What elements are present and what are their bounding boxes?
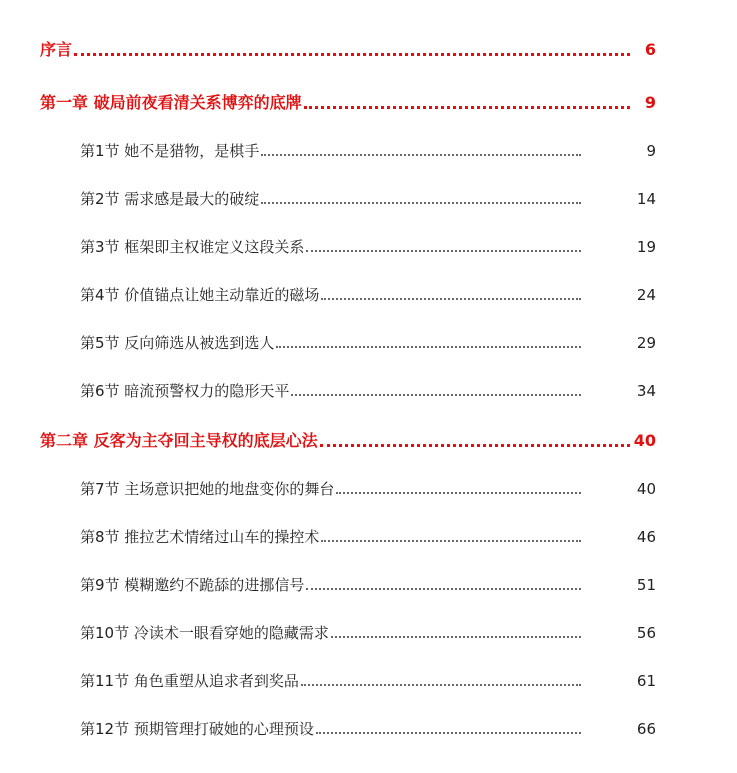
dot-leader (336, 492, 581, 494)
toc-section[interactable] (80, 617, 656, 643)
toc-section-title: 第1节 她不是猎物，是棋手 (80, 142, 260, 160)
toc-chapter-title: 第一章 破局前夜看清关系博弈的底牌 (40, 93, 302, 112)
toc-section-page: 9 (646, 142, 656, 160)
dot-leader (304, 106, 630, 109)
toc-chapter-title: 第二章 反客为主夺回主导权的底层心法 (40, 431, 318, 450)
toc-chapter-page: 40 (633, 431, 656, 450)
toc-section-page: 51 (636, 576, 656, 594)
toc-section-title: 第8节 推拉艺术情绪过山车的操控术 (80, 528, 320, 546)
toc-preface-page: 6 (644, 40, 656, 59)
dot-leader (301, 684, 581, 686)
toc-section-title: 第2节 需求感是最大的破绽 (80, 190, 260, 208)
toc-section-title: 第5节 反向筛选从被选到选人 (80, 334, 275, 352)
toc-preface[interactable] (40, 34, 656, 60)
toc-section-title: 第4节 价值锚点让她主动靠近的磁场 (80, 286, 320, 304)
dot-leader (306, 250, 581, 252)
toc-section[interactable] (80, 375, 656, 401)
toc-section-title: 第11节 角色重塑从追求者到奖品 (80, 672, 299, 690)
toc-section-page: 19 (636, 238, 656, 256)
toc-preface-title: 序言 (40, 40, 73, 59)
toc-section[interactable] (80, 521, 656, 547)
toc-section-title: 第12节 预期管理打破她的心理预设 (80, 720, 314, 738)
dot-leader (74, 53, 630, 56)
dot-leader (320, 444, 630, 447)
toc-section[interactable] (80, 327, 656, 353)
dot-leader (321, 540, 581, 542)
toc-section-page: 40 (636, 480, 656, 498)
dot-leader (291, 394, 581, 396)
toc-chapter-1[interactable] (40, 87, 656, 113)
toc-section-title: 第6节 暗流预警权力的隐形天平 (80, 382, 290, 400)
toc-section-page: 34 (636, 382, 656, 400)
toc-section[interactable] (80, 231, 656, 257)
dot-leader (261, 154, 581, 156)
toc-section-page: 61 (636, 672, 656, 690)
toc-chapter-page: 9 (644, 93, 656, 112)
dot-leader (306, 588, 581, 590)
toc-section-title: 第10节 冷读术一眼看穿她的隐藏需求 (80, 624, 329, 642)
toc-section-title: 第7节 主场意识把她的地盘变你的舞台 (80, 480, 335, 498)
toc-section-page: 46 (636, 528, 656, 546)
toc-section-title: 第9节 模糊邀约不跪舔的进挪信号 (80, 576, 305, 594)
toc-section[interactable] (80, 183, 656, 209)
toc-section-page: 56 (636, 624, 656, 642)
toc-section-page: 14 (636, 190, 656, 208)
toc-section[interactable] (80, 473, 656, 499)
dot-leader (321, 298, 581, 300)
toc-section-page: 66 (636, 720, 656, 738)
dot-leader (276, 346, 581, 348)
toc-chapter-2[interactable] (40, 425, 656, 451)
dot-leader (316, 732, 581, 734)
toc-section[interactable] (80, 665, 656, 691)
toc-section-page: 29 (636, 334, 656, 352)
toc-section-page: 24 (636, 286, 656, 304)
toc-section[interactable] (80, 569, 656, 595)
toc-section[interactable] (80, 279, 656, 305)
toc-section[interactable] (80, 713, 656, 739)
dot-leader (261, 202, 581, 204)
toc-section[interactable] (80, 135, 656, 161)
toc-section-title: 第3节 框架即主权谁定义这段关系 (80, 238, 305, 256)
dot-leader (331, 636, 581, 638)
